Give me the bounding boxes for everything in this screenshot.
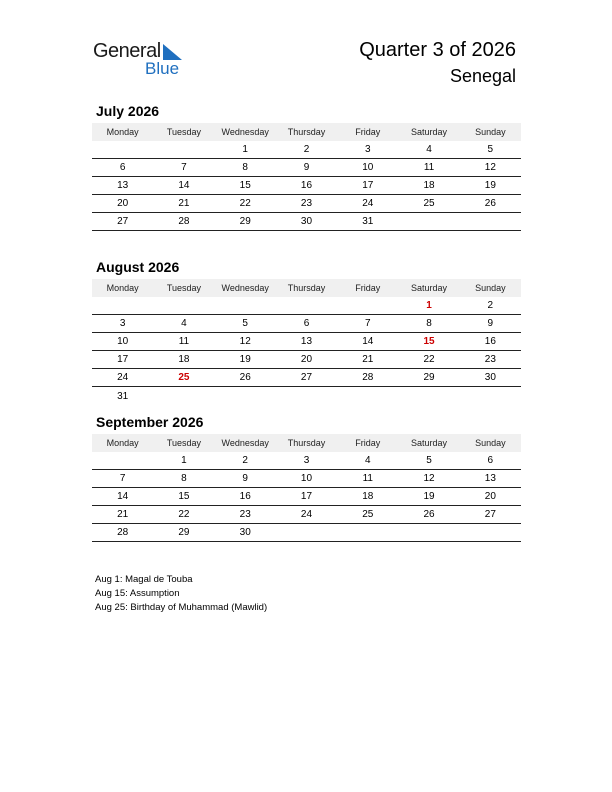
weekday-label: Sunday [475, 127, 506, 137]
day-cell: 20 [117, 198, 129, 209]
day-cell: 15 [178, 491, 190, 502]
day-cell: 14 [362, 336, 374, 347]
day-cell: 17 [117, 354, 129, 365]
weekday-label: Wednesday [221, 283, 269, 293]
week-row [92, 387, 521, 405]
day-cell: 16 [239, 491, 251, 502]
day-cell: 8 [426, 318, 432, 329]
day-cell: 21 [362, 354, 374, 365]
day-cell: 25 [362, 509, 374, 520]
logo-word-general: General [93, 40, 161, 62]
day-cell: 2 [487, 300, 494, 311]
day-cell: 13 [117, 180, 129, 191]
day-cell: 20 [484, 491, 496, 502]
day-cell: 14 [178, 180, 190, 191]
day-cell: 16 [484, 336, 496, 347]
week-row [92, 506, 521, 524]
month-title: August 2026 [96, 259, 180, 275]
weekday-label: Wednesday [221, 438, 269, 448]
weekday-label: Monday [106, 127, 139, 137]
day-cell: 16 [300, 180, 313, 191]
day-cell: 26 [239, 372, 251, 383]
day-cell: 3 [119, 318, 126, 329]
day-cell: 22 [178, 509, 190, 520]
week-row [92, 333, 521, 351]
week-row [92, 297, 521, 315]
day-cell: 29 [178, 527, 190, 538]
country-name: Senegal [449, 66, 516, 86]
day-cell: 11 [362, 473, 373, 484]
day-cell: 11 [178, 336, 190, 347]
day-cell: 5 [242, 318, 248, 329]
day-cell: 27 [484, 509, 496, 520]
day-cell: 30 [239, 527, 251, 538]
day-cell: 21 [178, 198, 190, 209]
day-cell: 24 [300, 509, 313, 520]
day-cell: 12 [423, 473, 435, 484]
weekday-label: Friday [355, 438, 381, 448]
week-row [92, 470, 521, 488]
day-cell: 22 [423, 354, 435, 365]
logo-word-blue: Blue [145, 59, 180, 78]
day-cell: 15 [239, 180, 251, 191]
weekday-label: Saturday [411, 127, 448, 137]
day-cell: 5 [426, 455, 432, 466]
day-cell: 9 [303, 162, 310, 173]
weekday-header-row [92, 123, 521, 141]
weekday-label: Sunday [475, 438, 506, 448]
day-cell: 23 [484, 354, 496, 365]
day-cell: 19 [239, 354, 251, 365]
day-cell: 2 [303, 144, 310, 155]
weekday-label: Sunday [475, 283, 506, 293]
holiday-note: Aug 1: Magal de Touba [95, 574, 193, 585]
month-august [92, 258, 521, 405]
day-cell: 6 [487, 455, 494, 466]
week-row [92, 213, 521, 231]
day-cell: 4 [426, 144, 432, 155]
week-row [92, 195, 521, 213]
day-cell: 9 [242, 473, 248, 484]
day-cell: 25 [178, 372, 190, 383]
week-row [92, 177, 521, 195]
month-title: September 2026 [96, 414, 204, 430]
week-row [92, 488, 521, 506]
weekday-label: Thursday [287, 283, 326, 293]
day-cell: 11 [423, 162, 435, 173]
day-cell: 10 [362, 162, 374, 173]
weekday-label: Wednesday [221, 127, 269, 137]
day-cell: 30 [484, 372, 496, 383]
weekday-label: Saturday [411, 438, 448, 448]
day-cell: 6 [303, 318, 310, 329]
day-cell: 24 [362, 198, 374, 209]
day-cell: 8 [242, 162, 248, 173]
day-cell: 24 [117, 372, 129, 383]
day-cell: 28 [178, 216, 190, 227]
day-cell: 28 [362, 372, 374, 383]
weekday-header-row [92, 279, 521, 297]
day-cell: 20 [300, 354, 313, 365]
week-row [92, 452, 521, 470]
generalblue-logo [93, 40, 203, 80]
weekday-label: Thursday [287, 438, 326, 448]
month-september [92, 413, 521, 542]
day-cell: 23 [300, 198, 313, 209]
weekday-label: Friday [355, 127, 381, 137]
day-cell: 21 [117, 509, 129, 520]
month-july [92, 102, 521, 231]
month-title: July 2026 [96, 103, 160, 119]
weekday-label: Saturday [411, 283, 448, 293]
day-cell: 26 [484, 198, 496, 209]
day-cell: 3 [303, 455, 310, 466]
day-cell: 31 [362, 216, 374, 227]
day-cell: 26 [423, 509, 435, 520]
day-cell: 17 [300, 491, 313, 502]
day-cell: 23 [239, 509, 251, 520]
day-cell: 7 [119, 473, 126, 484]
day-cell: 13 [484, 473, 496, 484]
day-cell: 10 [117, 336, 129, 347]
day-cell: 29 [423, 372, 435, 383]
weekday-label: Monday [106, 438, 139, 448]
day-cell: 8 [181, 473, 187, 484]
day-cell: 19 [423, 491, 435, 502]
day-cell: 13 [300, 336, 313, 347]
weekday-label: Monday [106, 283, 139, 293]
day-cell: 1 [426, 300, 432, 311]
day-cell: 14 [117, 491, 129, 502]
weekday-label: Tuesday [166, 283, 202, 293]
day-cell: 27 [300, 372, 313, 383]
day-cell: 9 [487, 318, 494, 329]
weekday-header-row [92, 434, 521, 452]
holiday-notes [95, 573, 267, 615]
day-cell: 12 [484, 162, 496, 173]
day-cell: 30 [300, 216, 313, 227]
day-cell: 22 [239, 198, 251, 209]
day-cell: 6 [119, 162, 126, 173]
day-cell: 28 [117, 527, 129, 538]
day-cell: 1 [242, 144, 248, 155]
holiday-note: Aug 15: Assumption [95, 588, 180, 599]
day-cell: 25 [423, 198, 435, 209]
day-cell: 2 [242, 455, 248, 466]
page-title: Quarter 3 of 2026 [359, 39, 516, 61]
day-cell: 12 [239, 336, 251, 347]
day-cell: 18 [423, 180, 435, 191]
day-cell: 31 [117, 390, 129, 402]
day-cell: 4 [364, 455, 371, 466]
week-row [92, 369, 521, 387]
day-cell: 19 [484, 180, 496, 191]
weekday-label: Tuesday [166, 127, 202, 137]
day-cell: 18 [178, 354, 190, 365]
week-row [92, 351, 521, 369]
week-row [92, 524, 521, 542]
weekday-label: Tuesday [166, 438, 202, 448]
day-cell: 3 [364, 144, 371, 155]
day-cell: 29 [239, 216, 251, 227]
weekday-label: Thursday [287, 127, 326, 137]
day-cell: 10 [300, 473, 313, 484]
day-cell: 5 [487, 144, 494, 155]
day-cell: 17 [362, 180, 374, 191]
day-cell: 27 [117, 216, 129, 227]
holiday-note: Aug 25: Birthday of Muhammad (Mawlid) [95, 602, 268, 613]
day-cell: 15 [423, 336, 435, 347]
week-row [92, 315, 521, 333]
day-cell: 4 [181, 318, 187, 329]
day-cell: 7 [364, 318, 371, 329]
weekday-label: Friday [355, 283, 381, 293]
day-cell: 18 [362, 491, 374, 502]
week-row [92, 141, 521, 159]
day-cell: 7 [181, 162, 187, 173]
week-row [92, 159, 521, 177]
day-cell: 1 [181, 455, 187, 466]
